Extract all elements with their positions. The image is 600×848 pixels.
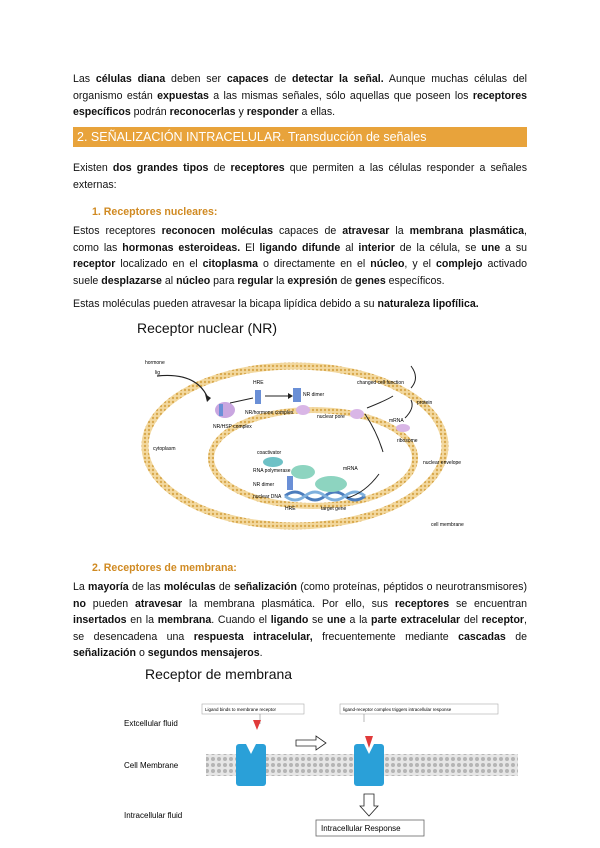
svg-text:Extcellular fluid: Extcellular fluid xyxy=(124,719,178,728)
bold-term: citoplasma xyxy=(202,258,258,270)
text-span: la xyxy=(273,274,288,287)
svg-text:target gene: target gene xyxy=(321,506,347,512)
membrane-heading: 2. Receptores de membrana: xyxy=(92,562,237,574)
nuclear-receptor-diagram xyxy=(135,348,465,540)
bold-term: receptores xyxy=(394,597,450,610)
svg-text:cell membrane: cell membrane xyxy=(431,522,464,528)
bold-term: une xyxy=(481,241,501,254)
text-span: de xyxy=(337,274,356,287)
bold-term: reconocerlas xyxy=(169,106,236,118)
text-span: , y el xyxy=(404,258,436,270)
text-span: la membrana plasmática. Por ello, sus xyxy=(182,597,395,610)
bold-term: no xyxy=(73,597,86,610)
bold-term: membrana xyxy=(157,614,212,626)
text-span: a ellas. xyxy=(298,106,336,118)
text-span: y xyxy=(235,106,247,118)
text-span: , como las xyxy=(73,225,527,254)
nuclear-pore-2 xyxy=(350,409,364,419)
text-span: El xyxy=(240,241,260,254)
nuclear-heading: 1. Receptores nucleares: xyxy=(92,206,218,218)
text-span: Las xyxy=(73,73,96,85)
text-span: a las mismas señales, sólo aquellas que poseen los xyxy=(208,89,473,102)
text-span: se xyxy=(308,614,327,626)
intro-paragraph xyxy=(73,71,527,121)
bold-term: receptores xyxy=(230,162,285,174)
text-span: la xyxy=(389,225,410,237)
text-span: de xyxy=(505,630,527,643)
membrane-figure-title: Receptor de membrana xyxy=(145,666,293,682)
bold-term: células diana xyxy=(95,73,166,85)
svg-text:Ligand binds to membrane recep: Ligand binds to membrane receptor xyxy=(205,707,277,712)
text-span: en la xyxy=(126,614,158,626)
nuclear-paragraph xyxy=(73,223,527,289)
bold-term: núcleo xyxy=(370,258,405,270)
svg-text:NR dimer: NR dimer xyxy=(303,392,325,398)
text-span: capaces de xyxy=(272,225,343,237)
bold-term: complejo xyxy=(435,258,483,270)
bold-term: capaces xyxy=(226,73,269,85)
bold-term: reconocen moléculas xyxy=(161,225,273,237)
bold-term: parte extracelular xyxy=(371,614,461,626)
text-span: Estos receptores xyxy=(73,225,162,237)
text-span: se encuentran xyxy=(449,597,527,610)
text-span: activado suele xyxy=(73,258,527,287)
bold-term: responder xyxy=(246,106,299,118)
bold-term: expresión xyxy=(287,274,338,287)
text-span: (como proteínas, péptidos o neurotransmisores) xyxy=(296,581,528,593)
text-span: , se desencadena una xyxy=(73,614,527,643)
svg-text:changed cell function: changed cell function xyxy=(357,380,404,386)
rna-polymerase xyxy=(291,465,315,479)
text-span: o xyxy=(136,647,148,659)
bold-term: ligando difunde xyxy=(259,241,341,254)
membrane-receptor-diagram xyxy=(120,702,520,844)
text-span: localizado en el xyxy=(115,258,203,270)
bold-term: detectar la señal. xyxy=(292,73,384,85)
bold-term: insertados xyxy=(73,614,127,626)
svg-text:nuclear envelope: nuclear envelope xyxy=(423,460,462,466)
svg-text:protein: protein xyxy=(417,400,433,406)
nuclear-figure-title: Receptor nuclear (NR) xyxy=(137,320,278,336)
bold-term: expuestas xyxy=(157,89,209,102)
svg-text:RNA polymerase: RNA polymerase xyxy=(253,468,291,474)
bold-term: dos grandes tipos xyxy=(112,162,209,174)
bold-term: receptor xyxy=(73,258,116,270)
svg-text:nuclear pore: nuclear pore xyxy=(317,414,345,420)
text-span: de las xyxy=(128,581,164,593)
section-title: 2. SEÑALIZACIÓN INTRACELULAR. Transducción de señales xyxy=(73,127,527,147)
text-span: de xyxy=(208,162,231,174)
text-span: de xyxy=(268,73,293,85)
svg-text:hormone: hormone xyxy=(145,360,165,366)
nr-dimer-top xyxy=(293,388,301,402)
text-span: . xyxy=(259,647,263,659)
ribosome xyxy=(396,424,410,432)
text-span: al xyxy=(340,241,359,254)
arrow-down xyxy=(360,794,378,816)
bold-term: ligando xyxy=(270,614,309,626)
svg-text:HRE: HRE xyxy=(285,506,296,512)
nr-hormone-complex xyxy=(255,390,261,404)
svg-text:Intracellular Response: Intracellular Response xyxy=(321,824,401,833)
bold-term: genes xyxy=(355,274,386,287)
bold-term: naturaleza lipofílica. xyxy=(377,298,479,310)
bold-term: moléculas xyxy=(163,581,216,593)
svg-text:mRNA: mRNA xyxy=(343,466,358,472)
text-span: a su xyxy=(500,241,528,254)
text-span: pueden xyxy=(85,597,135,610)
svg-text:Intracellular fluid: Intracellular fluid xyxy=(124,811,183,820)
text-span: a la xyxy=(345,614,372,626)
svg-text:mRNA: mRNA xyxy=(389,418,404,424)
bold-term: núcleo xyxy=(176,274,211,287)
svg-text:nuclear DNA: nuclear DNA xyxy=(253,494,282,500)
receptors-intro xyxy=(73,160,527,193)
bold-term: membrana plasmática xyxy=(409,225,525,237)
svg-text:HRE: HRE xyxy=(253,380,264,386)
bold-term: interior xyxy=(358,241,395,254)
bold-term: receptores específicos xyxy=(73,89,528,118)
text-span: que permiten a las células responder a señales externas: xyxy=(73,162,527,191)
text-span: del xyxy=(460,614,482,626)
text-span: de la célula, se xyxy=(394,241,482,254)
lipophilic-paragraph xyxy=(73,296,527,313)
text-span: de xyxy=(215,581,234,593)
nuclear-pore-1 xyxy=(296,405,310,415)
bold-term: une xyxy=(326,614,346,626)
bold-term: segundos mensajeros xyxy=(147,647,260,659)
text-span: La xyxy=(73,581,89,593)
hsp-complex xyxy=(215,402,235,418)
text-span: para xyxy=(210,274,238,287)
text-span: . Cuando el xyxy=(211,614,271,626)
svg-text:NR dimer: NR dimer xyxy=(253,482,275,488)
coactivator xyxy=(263,457,283,467)
bold-term: mayoría xyxy=(88,581,129,593)
text-span: al xyxy=(161,274,177,287)
text-span: deben ser xyxy=(165,73,227,85)
bold-term: atravesar xyxy=(135,597,183,610)
bold-term: regular xyxy=(237,274,274,287)
svg-text:coactivator: coactivator xyxy=(257,450,282,456)
svg-text:NR/HSP complex: NR/HSP complex xyxy=(213,424,252,430)
bold-term: hormonas esteroideas. xyxy=(122,241,241,254)
bold-term: atravesar xyxy=(342,225,390,237)
text-span: Estas moléculas pueden atravesar la bicapa lipídica debido a su xyxy=(73,298,378,310)
text-span: Aunque muchas células del organismo están xyxy=(73,73,527,102)
svg-text:cytoplasm: cytoplasm xyxy=(153,446,176,452)
svg-text:lig: lig xyxy=(155,370,161,376)
text-span: Existen xyxy=(73,162,113,174)
svg-text:ligand-receptor complex trigge: ligand-receptor complex triggers intracellular response xyxy=(343,707,452,712)
bold-term: respuesta intracelular, xyxy=(193,630,313,643)
text-span: o directamente en el xyxy=(257,258,371,270)
bold-term: señalización xyxy=(233,581,297,593)
text-span: podrán xyxy=(130,106,170,118)
ligand-1 xyxy=(253,720,261,730)
text-span: frecuentemente mediante xyxy=(312,630,459,643)
svg-text:Cell Membrane: Cell Membrane xyxy=(124,761,179,770)
bold-term: cascadas xyxy=(458,630,506,643)
bold-term: señalización xyxy=(73,647,136,659)
text-span: específicos. xyxy=(385,274,445,287)
svg-text:ribosome: ribosome xyxy=(397,438,418,444)
membrane-paragraph xyxy=(73,579,527,662)
svg-text:NR/hormone complex: NR/hormone complex xyxy=(245,410,294,416)
bold-term: desplazarse xyxy=(101,274,162,287)
arrow-right xyxy=(296,736,326,750)
bold-term: receptor xyxy=(481,614,525,626)
